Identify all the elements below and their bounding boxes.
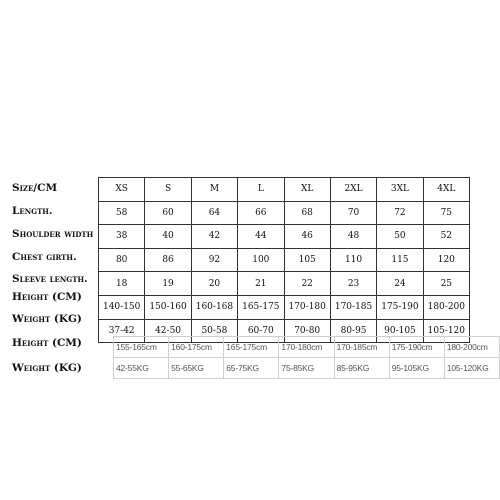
ref-cell: 95-105KG <box>389 358 444 379</box>
value-cell: 60-70 <box>238 319 284 343</box>
value-cell: 46 <box>284 225 330 249</box>
value-cell: 115 <box>377 248 423 272</box>
value-cell: 86 <box>145 248 191 272</box>
size-cell: M <box>191 178 237 202</box>
value-cell: 21 <box>238 272 284 296</box>
table-row-shoulder-width <box>99 225 470 249</box>
value-cell: 150-160 <box>145 295 191 319</box>
value-cell: 38 <box>99 225 145 249</box>
value-cell: 58 <box>99 201 145 225</box>
value-cell: 60 <box>145 201 191 225</box>
size-chart-table <box>98 177 470 343</box>
ref-row-label-weight: Weight (KG) <box>12 362 82 374</box>
value-cell: 80-95 <box>330 319 376 343</box>
size-cell: XS <box>99 178 145 202</box>
ref-cell: 55-65KG <box>169 358 224 379</box>
value-cell: 170-185 <box>330 295 376 319</box>
ref-cell: 42-55KG <box>114 358 169 379</box>
value-cell: 40 <box>145 225 191 249</box>
value-cell: 64 <box>191 201 237 225</box>
value-cell: 70 <box>330 201 376 225</box>
value-cell: 68 <box>284 201 330 225</box>
value-cell: 105 <box>284 248 330 272</box>
value-cell: 37-42 <box>99 319 145 343</box>
value-cell: 72 <box>377 201 423 225</box>
value-cell: 42 <box>191 225 237 249</box>
ref-cell: 85-95KG <box>334 358 389 379</box>
ref-cell: 165-175cm <box>224 337 279 358</box>
table-row-length <box>99 201 470 225</box>
value-cell: 20 <box>191 272 237 296</box>
ref-row-height <box>114 337 500 358</box>
value-cell: 22 <box>284 272 330 296</box>
value-cell: 50 <box>377 225 423 249</box>
size-cell: 3XL <box>377 178 423 202</box>
ref-row-label-height: Height (CM) <box>12 337 82 349</box>
value-cell: 66 <box>238 201 284 225</box>
ref-cell: 155-165cm <box>114 337 169 358</box>
value-cell: 23 <box>330 272 376 296</box>
reference-table <box>113 336 500 379</box>
row-label-sleeve-length: Sleeve length. <box>12 273 88 285</box>
table-row-chest-girth <box>99 248 470 272</box>
row-label-chest-girth: Chest girth. <box>12 251 77 263</box>
value-cell: 25 <box>423 272 469 296</box>
row-label-shoulder-width: Shoulder width <box>12 228 94 240</box>
value-cell: 42-50 <box>145 319 191 343</box>
ref-cell: 180-200cm <box>444 337 499 358</box>
size-cell: 4XL <box>423 178 469 202</box>
value-cell: 110 <box>330 248 376 272</box>
value-cell: 170-180 <box>284 295 330 319</box>
value-cell: 165-175 <box>238 295 284 319</box>
value-cell: 140-150 <box>99 295 145 319</box>
value-cell: 180-200 <box>423 295 469 319</box>
value-cell: 48 <box>330 225 376 249</box>
value-cell: 90-105 <box>377 319 423 343</box>
ref-row-weight <box>114 358 500 379</box>
size-cell: L <box>238 178 284 202</box>
ref-cell: 105-120KG <box>444 358 499 379</box>
size-cell: S <box>145 178 191 202</box>
ref-cell: 170-180cm <box>279 337 334 358</box>
ref-cell: 75-85KG <box>279 358 334 379</box>
value-cell: 52 <box>423 225 469 249</box>
ref-cell: 170-185cm <box>334 337 389 358</box>
value-cell: 120 <box>423 248 469 272</box>
value-cell: 175-190 <box>377 295 423 319</box>
value-cell: 44 <box>238 225 284 249</box>
value-cell: 80 <box>99 248 145 272</box>
row-label-weight: Weight (KG) <box>12 313 82 325</box>
ref-cell: 160-175cm <box>169 337 224 358</box>
row-label-length: Length. <box>12 205 53 217</box>
value-cell: 24 <box>377 272 423 296</box>
value-cell: 100 <box>238 248 284 272</box>
value-cell: 18 <box>99 272 145 296</box>
size-header-row <box>99 178 470 202</box>
value-cell: 19 <box>145 272 191 296</box>
table-row-sleeve-length <box>99 272 470 296</box>
size-cell: XL <box>284 178 330 202</box>
row-label-height: Height (CM) <box>12 291 82 303</box>
table-row-height <box>99 295 470 319</box>
value-cell: 75 <box>423 201 469 225</box>
ref-cell: 175-190cm <box>389 337 444 358</box>
value-cell: 160-168 <box>191 295 237 319</box>
value-cell: 92 <box>191 248 237 272</box>
ref-cell: 65-75KG <box>224 358 279 379</box>
header-label: Size/CM <box>12 182 58 194</box>
size-cell: 2XL <box>330 178 376 202</box>
value-cell: 105-120 <box>423 319 469 343</box>
value-cell: 70-80 <box>284 319 330 343</box>
value-cell: 50-58 <box>191 319 237 343</box>
